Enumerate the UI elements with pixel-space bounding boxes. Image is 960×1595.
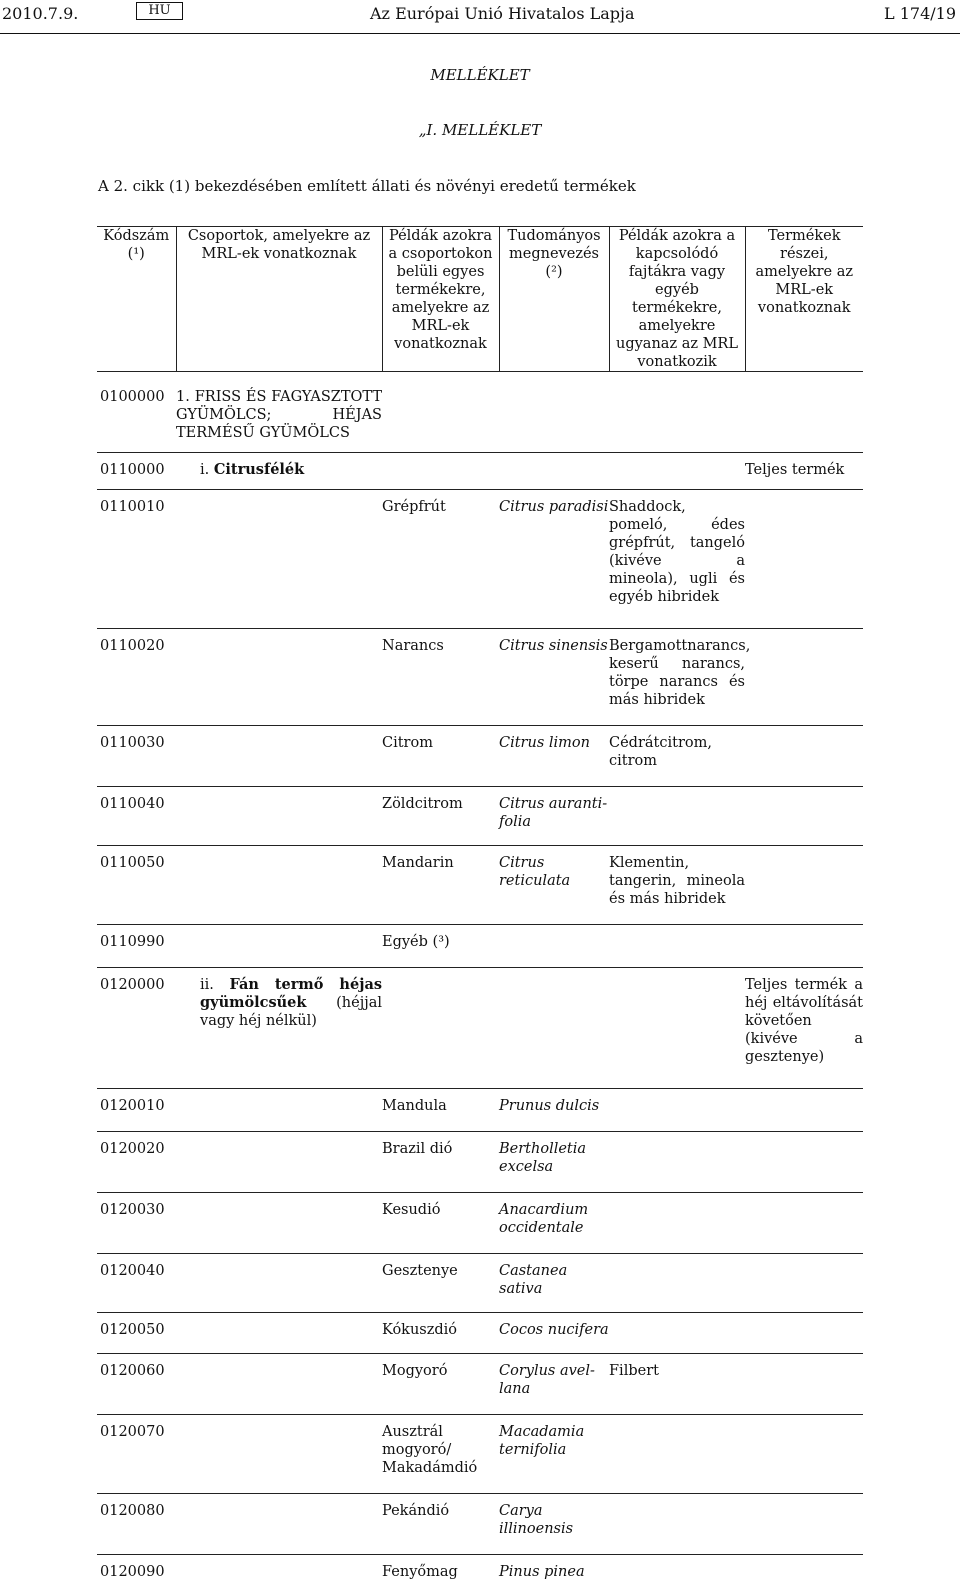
cell-group — [176, 1494, 382, 1555]
cell-scientific — [499, 1555, 609, 1595]
cell-example — [382, 787, 499, 846]
scientific-name: Corylus avel-lana — [499, 1363, 595, 1397]
code-text: 0110010 — [100, 499, 165, 515]
cell-code — [97, 490, 176, 629]
code-text: 0100000 — [100, 389, 165, 405]
cell-scientific — [499, 925, 609, 968]
cell-scientific — [499, 1193, 609, 1254]
cell-example — [382, 1254, 499, 1313]
table-row — [97, 372, 863, 453]
cell-example — [382, 846, 499, 925]
cell-code — [97, 1089, 176, 1132]
table-row — [97, 726, 863, 787]
table-row — [97, 1193, 863, 1254]
cell-scientific — [499, 1494, 609, 1555]
cell-related — [609, 846, 745, 925]
code-text: 0120030 — [100, 1202, 165, 1218]
cell-part — [745, 968, 863, 1089]
scientific-name: Carya illinoensis — [499, 1503, 573, 1537]
cell-part — [745, 1494, 863, 1555]
publication-date: 2010.7.9. — [2, 4, 78, 23]
col-header-groups: Csoportok, amelyekre az MRL-ek vonatkoznak — [176, 227, 382, 372]
scientific-name: Citrus limon — [499, 735, 590, 751]
cell-scientific — [499, 1132, 609, 1193]
cell-part — [745, 1313, 863, 1354]
code-text: 0120070 — [100, 1424, 165, 1440]
product-part: Teljes termék a héj eltávolítását követően (kivéve a gesztenye) — [745, 977, 863, 1065]
code-text: 0120020 — [100, 1141, 165, 1157]
table-row — [97, 453, 863, 490]
example-name: Fenyőmag — [382, 1564, 458, 1580]
cell-part — [745, 490, 863, 629]
cell-code — [97, 726, 176, 787]
cell-code — [97, 1313, 176, 1354]
cell-group — [176, 1193, 382, 1254]
cell-part — [745, 372, 863, 453]
cell-code — [97, 1494, 176, 1555]
cell-scientific — [499, 1254, 609, 1313]
cell-code — [97, 1193, 176, 1254]
group-note: (héjjal vagy héj nélkül) — [200, 995, 382, 1029]
section-heading: A 2. cikk (1) bekezdésében említett állati és növényi eredetű termékek — [98, 177, 636, 195]
table-row — [97, 629, 863, 726]
code-text: 0120080 — [100, 1503, 165, 1519]
cell-related — [609, 787, 745, 846]
example-name: Egyéb (³) — [382, 934, 450, 950]
cell-scientific — [499, 1089, 609, 1132]
cell-example — [382, 1555, 499, 1595]
cell-part — [745, 846, 863, 925]
cell-part — [745, 1354, 863, 1415]
mrl-table — [97, 226, 863, 1595]
cell-related — [609, 1555, 745, 1595]
cell-example — [382, 629, 499, 726]
cell-code — [97, 1354, 176, 1415]
table-row — [97, 1132, 863, 1193]
group-number: i. — [200, 462, 214, 478]
cell-scientific — [499, 726, 609, 787]
table-row — [97, 1089, 863, 1132]
group-label: Citrusfélék — [214, 461, 304, 478]
cell-group — [176, 1313, 382, 1354]
example-name: Gesztenye — [382, 1263, 458, 1279]
cell-scientific — [499, 1354, 609, 1415]
cell-group — [176, 629, 382, 726]
example-name: Zöldcitrom — [382, 796, 463, 812]
cell-related — [609, 968, 745, 1089]
cell-code — [97, 1132, 176, 1193]
cell-scientific — [499, 1313, 609, 1354]
scientific-name: Macadamia ternifolia — [499, 1424, 584, 1458]
cell-part — [745, 1415, 863, 1494]
cell-example — [382, 1415, 499, 1494]
scientific-name: Anacardium occidentale — [499, 1202, 588, 1236]
page-header — [0, 0, 960, 34]
code-text: 0110990 — [100, 934, 165, 950]
col-header-code: Kódszám (¹) — [97, 227, 176, 372]
cell-related — [609, 1089, 745, 1132]
cell-code — [97, 453, 176, 490]
cell-related — [609, 1254, 745, 1313]
cell-example — [382, 925, 499, 968]
code-text: 0120050 — [100, 1322, 165, 1338]
related-products: Klementin, tangerin, mineola és más hibridek — [609, 855, 745, 907]
cell-code — [97, 1254, 176, 1313]
scientific-name: Cocos nucifera — [499, 1322, 609, 1338]
group-label: 1. FRISS ÉS FAGYASZTOTT GYÜMÖLCS; HÉJAS TERMÉSŰ GYÜMÖLCS — [176, 389, 382, 441]
cell-related — [609, 453, 745, 490]
table-row — [97, 787, 863, 846]
example-name: Ausztrál mogyoró/ Makadámdió — [382, 1424, 477, 1476]
col-header-related: Példák azokra a kapcsolódó fajtákra vagy egyéb termékekre, amelyekre ugyanaz az MRL vonatkozik — [609, 227, 745, 372]
cell-group — [176, 1254, 382, 1313]
example-name: Pekándió — [382, 1503, 449, 1519]
table-header-row — [97, 227, 863, 372]
cell-code — [97, 629, 176, 726]
related-products: Filbert — [609, 1363, 659, 1379]
cell-part — [745, 1089, 863, 1132]
annex-title: MELLÉKLET — [0, 66, 960, 84]
cell-example — [382, 726, 499, 787]
cell-scientific — [499, 453, 609, 490]
cell-example — [382, 968, 499, 1089]
cell-code — [97, 787, 176, 846]
scientific-name: Castanea sativa — [499, 1263, 567, 1297]
code-text: 0110050 — [100, 855, 165, 871]
code-text: 0120000 — [100, 977, 165, 993]
code-text: 0120060 — [100, 1363, 165, 1379]
cell-example — [382, 490, 499, 629]
table-row — [97, 1354, 863, 1415]
code-text: 0120010 — [100, 1098, 165, 1114]
cell-example — [382, 1089, 499, 1132]
example-name: Grépfrút — [382, 499, 446, 515]
table-row — [97, 968, 863, 1089]
scientific-name: Prunus dulcis — [499, 1098, 599, 1114]
scientific-name: Citrus reticulata — [499, 855, 570, 889]
example-name: Brazil dió — [382, 1141, 452, 1157]
scientific-name: Bertholletia excelsa — [499, 1141, 586, 1175]
cell-part — [745, 453, 863, 490]
cell-part — [745, 1193, 863, 1254]
code-text: 0110030 — [100, 735, 165, 751]
cell-code — [97, 372, 176, 453]
cell-related — [609, 1415, 745, 1494]
cell-related — [609, 925, 745, 968]
cell-code — [97, 1555, 176, 1595]
cell-example — [382, 1132, 499, 1193]
annex-subtitle: „I. MELLÉKLET — [0, 121, 960, 139]
cell-group — [176, 787, 382, 846]
cell-part — [745, 1555, 863, 1595]
cell-scientific — [499, 846, 609, 925]
table-body — [97, 372, 863, 1595]
cell-related — [609, 629, 745, 726]
cell-group — [176, 846, 382, 925]
cell-part — [745, 787, 863, 846]
related-products: Bergamottnarancs, keserű narancs, törpe narancs és más hibridek — [609, 638, 750, 708]
cell-code — [97, 968, 176, 1089]
example-name: Kesudió — [382, 1202, 440, 1218]
cell-example — [382, 1494, 499, 1555]
cell-group — [176, 453, 382, 490]
example-name: Mandula — [382, 1098, 447, 1114]
cell-group — [176, 1132, 382, 1193]
cell-part — [745, 726, 863, 787]
cell-group — [176, 1555, 382, 1595]
col-header-examples: Példák azokra a csoportokon belüli egyes termékekre, amelyekre az MRL-ek vonatkoznak — [382, 227, 499, 372]
example-name: Narancs — [382, 638, 444, 654]
table-row — [97, 490, 863, 629]
cell-group — [176, 968, 382, 1089]
cell-group — [176, 726, 382, 787]
table-row — [97, 1415, 863, 1494]
code-text: 0120040 — [100, 1263, 165, 1279]
code-text: 0110040 — [100, 796, 165, 812]
related-products: Shaddock, pomeló, édes grépfrút, tangeló (kivéve a mineola), ugli és egyéb hibridek — [609, 499, 745, 605]
cell-scientific — [499, 968, 609, 1089]
table-row — [97, 1555, 863, 1595]
cell-group — [176, 925, 382, 968]
language-badge: HU — [136, 2, 183, 20]
cell-group — [176, 1415, 382, 1494]
cell-example — [382, 1313, 499, 1354]
cell-example — [382, 1354, 499, 1415]
cell-related — [609, 726, 745, 787]
related-products: Cédrátcitrom, citrom — [609, 735, 712, 769]
code-text: 0110020 — [100, 638, 165, 654]
journal-title: Az Európai Unió Hivatalos Lapja — [370, 4, 635, 23]
table-row — [97, 846, 863, 925]
cell-part — [745, 1132, 863, 1193]
cell-example — [382, 453, 499, 490]
product-part: Teljes termék — [745, 462, 844, 478]
scientific-name: Pinus pinea — [499, 1564, 585, 1580]
cell-scientific — [499, 629, 609, 726]
cell-part — [745, 1254, 863, 1313]
cell-part — [745, 629, 863, 726]
scientific-name: Citrus auranti-folia — [499, 796, 607, 830]
cell-group — [176, 1089, 382, 1132]
table-row — [97, 1494, 863, 1555]
header-rule — [0, 33, 960, 34]
page-number: L 174/19 — [884, 4, 956, 23]
col-header-scientific: Tudományos megnevezés (²) — [499, 227, 609, 372]
cell-group — [176, 372, 382, 453]
cell-example — [382, 1193, 499, 1254]
cell-related — [609, 1494, 745, 1555]
cell-scientific — [499, 1415, 609, 1494]
cell-related — [609, 1354, 745, 1415]
cell-scientific — [499, 787, 609, 846]
table-row — [97, 925, 863, 968]
cell-example — [382, 372, 499, 453]
group-label: Fán termő héjas gyümölcsűek — [200, 976, 382, 1011]
group-number: ii. — [200, 977, 229, 993]
cell-group — [176, 1354, 382, 1415]
cell-part — [745, 925, 863, 968]
cell-code — [97, 846, 176, 925]
cell-scientific — [499, 490, 609, 629]
table-row — [97, 1254, 863, 1313]
cell-related — [609, 490, 745, 629]
scientific-name: Citrus sinensis — [499, 638, 608, 654]
example-name: Citrom — [382, 735, 433, 751]
cell-code — [97, 925, 176, 968]
example-name: Mandarin — [382, 855, 454, 871]
table-row — [97, 1313, 863, 1354]
cell-group — [176, 490, 382, 629]
cell-related — [609, 1313, 745, 1354]
cell-code — [97, 1415, 176, 1494]
example-name: Mogyoró — [382, 1363, 447, 1379]
example-name: Kókuszdió — [382, 1322, 457, 1338]
cell-related — [609, 1193, 745, 1254]
cell-related — [609, 1132, 745, 1193]
code-text: 0120090 — [100, 1564, 165, 1580]
code-text: 0110000 — [100, 462, 165, 478]
cell-scientific — [499, 372, 609, 453]
cell-related — [609, 372, 745, 453]
col-header-parts: Termékek részei, amelyekre az MRL-ek vonatkoznak — [745, 227, 863, 372]
scientific-name: Citrus paradisi — [499, 499, 608, 515]
